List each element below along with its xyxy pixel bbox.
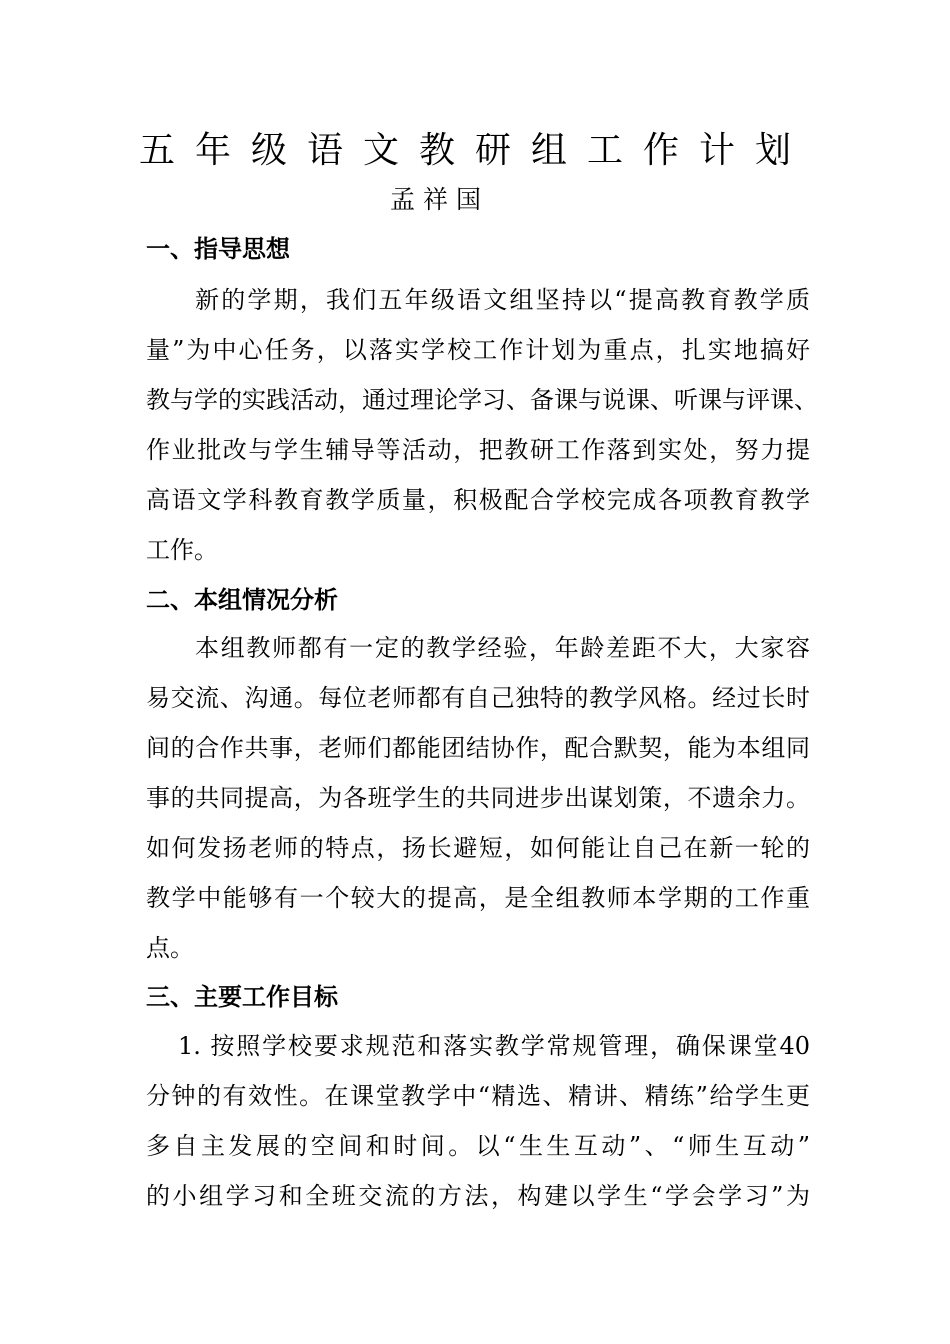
paragraph-line: 易交流、沟通。每位老师都有自己独特的教学风格。经过长时: [146, 684, 810, 712]
section-heading-guiding-ideology: 一、指导思想: [146, 235, 290, 263]
paragraph-line: 本组教师都有一定的教学经验，年龄差距不大，大家容: [195, 634, 810, 662]
document-title: 五年级语文教研组工作计划: [138, 130, 811, 171]
paragraph-line: 作业批改与学生辅导等活动，把教研工作落到实处，努力提: [146, 436, 810, 464]
paragraph-line: 工作。: [146, 536, 218, 564]
paragraph-line: 如何发扬老师的特点，扬长避短，如何能让自己在新一轮的: [146, 834, 810, 862]
section-heading-main-goals: 三、主要工作目标: [146, 983, 338, 1011]
paragraph-line: 教与学的实践活动，通过理论学习、备课与说课、听课与评课、: [146, 386, 818, 414]
paragraph-line: 教学中能够有一个较大的提高，是全组教师本学期的工作重: [146, 884, 810, 912]
paragraph-line: 1. 按照学校要求规范和落实教学常规管理，确保课堂40: [178, 1032, 810, 1060]
paragraph-line: 多自主发展的空间和时间。以“生生互动”、“师生互动”: [146, 1132, 810, 1160]
paragraph-line: 间的合作共事，老师们都能团结协作，配合默契，能为本组同: [146, 734, 810, 762]
paragraph-line: 事的共同提高，为各班学生的共同进步出谋划策，不遗余力。: [146, 784, 810, 812]
paragraph-line: 的小组学习和全班交流的方法，构建以学生“学会学习”为: [146, 1182, 810, 1210]
paragraph-line: 分钟的有效性。在课堂教学中“精选、精讲、精练”给学生更: [146, 1082, 810, 1110]
paragraph-line: 量”为中心任务，以落实学校工作计划为重点，扎实地搞好: [146, 336, 810, 364]
paragraph-line: 高语文学科教育教学质量，积极配合学校完成各项教育教学: [146, 486, 810, 514]
section-heading-group-analysis: 二、本组情况分析: [146, 586, 338, 614]
document-author: 孟祥国: [390, 185, 490, 214]
paragraph-line: 新的学期，我们五年级语文组坚持以“提高教育教学质: [195, 286, 810, 314]
paragraph-line: 点。: [146, 934, 194, 962]
